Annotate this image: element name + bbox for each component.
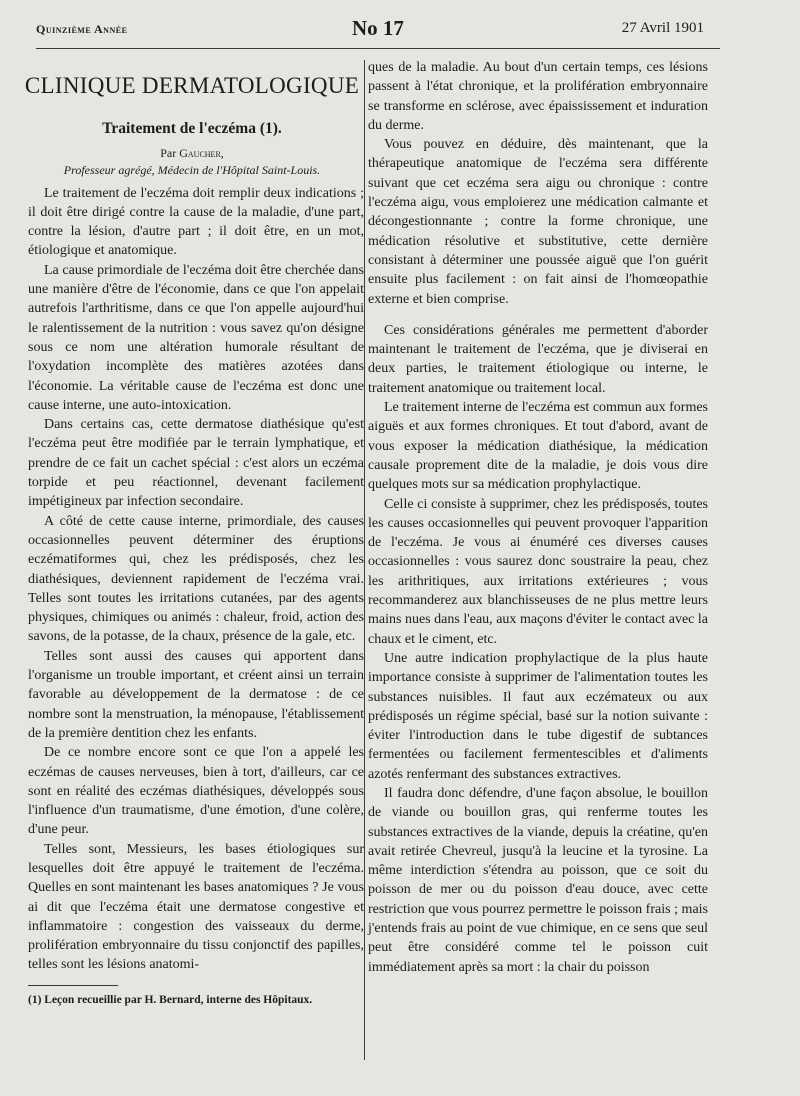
author-affiliation: Professeur agrégé, Médecin de l'Hôpital Saint-Louis.: [63, 162, 321, 177]
paragraph: Vous pouvez en déduire, dès maintenant, que la thérapeutique anatomique de l'eczéma sera différente suivant que cet eczéma sera aigu ou chronique : contre l'eczéma aigu, vous emploierez une médication calmante et décongestionnante ; contre la forme chronique, une médication résolutive et substitutive, cette dernière consistant à déterminer une poussée aiguë que l'on guérit ensuite plus facilement : on fait ainsi de l'homœopathie externe et bien comprise.: [368, 137, 708, 307]
author-line: [20, 146, 364, 161]
paragraph: Telles sont aussi des causes qui apportent dans l'organisme un trouble important, et créent ainsi un terrain favorable au développement de la dermatose : de ce nombre sont la menstruation, la ménopause, l'établissement de la première dentition chez les enfants.: [28, 648, 364, 741]
paragraph: Il faudra donc défendre, d'une façon absolue, le bouillon de viande ou bouillon gras, qui renferme toutes les substances extractives de la viande, depuis la créatine, qu'en avait retirée Chevreul, jusqu'à la leucine et la tyrosine. La même interdiction s'étendra au poisson, que ce soit du poisson de mer ou du poisson d'eau douce, avec cette restriction que vous pourrez permettre le poisson frais ; mais j'entends frais au point de vue chimique, en ce sens que seul peut être considéré comme tel le poisson cuit immédiatement après sa mort : la chair du poisson: [368, 785, 708, 975]
paragraph: Telles sont, Messieurs, les bases étiologiques sur lesquelles doit être appuyé le traitement de l'eczéma. Quelles en sont maintenant les bases anatomiques ? Je vous ai dit que l'eczéma était une dermatose congestive et inflammatoire : congestion des vaisseaux du derme, prolifération embryonnaire du tissu conjonctif des papilles, telles sont les lésions anatomi-: [28, 841, 364, 973]
paragraph: A côté de cette cause interne, primordiale, des causes occasionnelles peuvent déterminer des éruptions eczématiformes qui, chez les prédisposés, chez les diathésiques, deviennent rapidement de l'eczéma vrai. Telles sont toutes les irritations cutanées, par des agents physiques, chimiques ou animés : chaleur, froid, action des savons, de la potasse, de la chaux, présence de la gale, etc.: [28, 513, 364, 645]
paragraph: Celle ci consiste à supprimer, chez les prédisposés, toutes les causes occasionnelles qui peuvent provoquer l'apparition de l'eczéma. Je vous ai énuméré ces diverses causes occasionnelles : vous saurez donc soustraire la peau, chez les arithritiques, aux irritations extérieures ; vous recommanderez aux blanchisseuses de ne plus mettre leurs mains nues dans l'eau, aux maçons d'éviter le contact avec la chaux et le ciment, etc.: [368, 496, 708, 647]
issue-number: No 17: [352, 16, 404, 40]
paragraph: La cause primordiale de l'eczéma doit être cherchée dans une manière d'être de l'économie, dans ce que l'on appelait autrefois l'arthritisme, dans ce que l'on appelle aujourd'hui le ralentissement de la nutrition : vous savez qu'on désigne sous ce nom une altération humorale résultant de l'oxydation incomplète des matières azotées dans l'économie. La véritable cause de l'eczéma est donc une cause interne, une auto-intoxication.: [28, 262, 364, 413]
author-prefix: Par: [160, 145, 177, 160]
paragraph: Une autre indication prophylactique de la plus haute importance consiste à supprimer de l'alimentation toutes les substances nuisibles. Il faut aux eczémateux ou aux prédisposés un régime spécial, basé sur la notion suivante : éviter l'introduction dans le tube digestif de subtances fermentées ou facilement fermentescibles et d'aliments azotés renfermant des substances extractives.: [368, 650, 708, 782]
header-rule: [36, 48, 720, 49]
right-column: [368, 58, 714, 977]
page-header: [0, 0, 800, 60]
paragraph: Le traitement interne de l'eczéma est commun aux formes aiguës et aux formes chroniques. Et tout d'abord, avant de vous exposer la médication diathésique, la médication causale proprement dite de la maladie, je dois vous dire quelques mots sur sa médication prophylactique.: [368, 400, 708, 493]
left-column: [20, 58, 364, 1006]
section-title: CLINIQUE DERMATOLOGIQUE: [24, 73, 360, 98]
paragraph: Ces considérations générales me permettent d'aborder maintenant le traitement de l'eczéma, que je diviserai en deux parties, le traitement étiologique ou interne, le traitement anatomique ou traitement local.: [368, 322, 708, 396]
paragraph: De ce nombre encore sont ce que l'on a appelé les eczémas de causes nerveuses, bien à tort, d'ailleurs, car ce sont en réalité des eczémas diathésiques, développés sous l'influence d'un traumatisme, d'une émotion, d'une colère, d'une peur.: [28, 745, 364, 838]
author-name: Gaucher,: [179, 145, 224, 160]
footnote-rule: [28, 985, 118, 986]
paragraph: Le traitement de l'eczéma doit remplir deux indications ; il doit être dirigé contre la cause de la maladie, d'une part, contre la lésion, d'autre part ; il doit être, en un mot, étiologique et anatomique.: [28, 185, 364, 259]
article-title: Traitement de l'eczéma (1).: [102, 119, 282, 137]
column-divider: [364, 60, 365, 1060]
footnote: (1) Leçon recueillie par H. Bernard, interne des Hôpitaux.: [28, 993, 313, 1006]
issue-date: 27 Avril 1901: [621, 20, 704, 36]
paragraph: Dans certains cas, cette dermatose diathésique qu'est l'eczéma peut être modifiée par le terrain lymphatique, et prendre de ce fait un cachet spécial : c'est alors un eczéma torpide et peu réactionnel, devenant facilement impétigineux par infection secondaire.: [28, 417, 364, 510]
paragraph: ques de la maladie. Au bout d'un certain temps, ces lésions passent à l'état chronique, et la prolifération embryonnaire se transforme en sclérose, avec épaississement et induration du derme.: [368, 60, 708, 133]
volume-label: Quinzième Année: [36, 22, 128, 36]
